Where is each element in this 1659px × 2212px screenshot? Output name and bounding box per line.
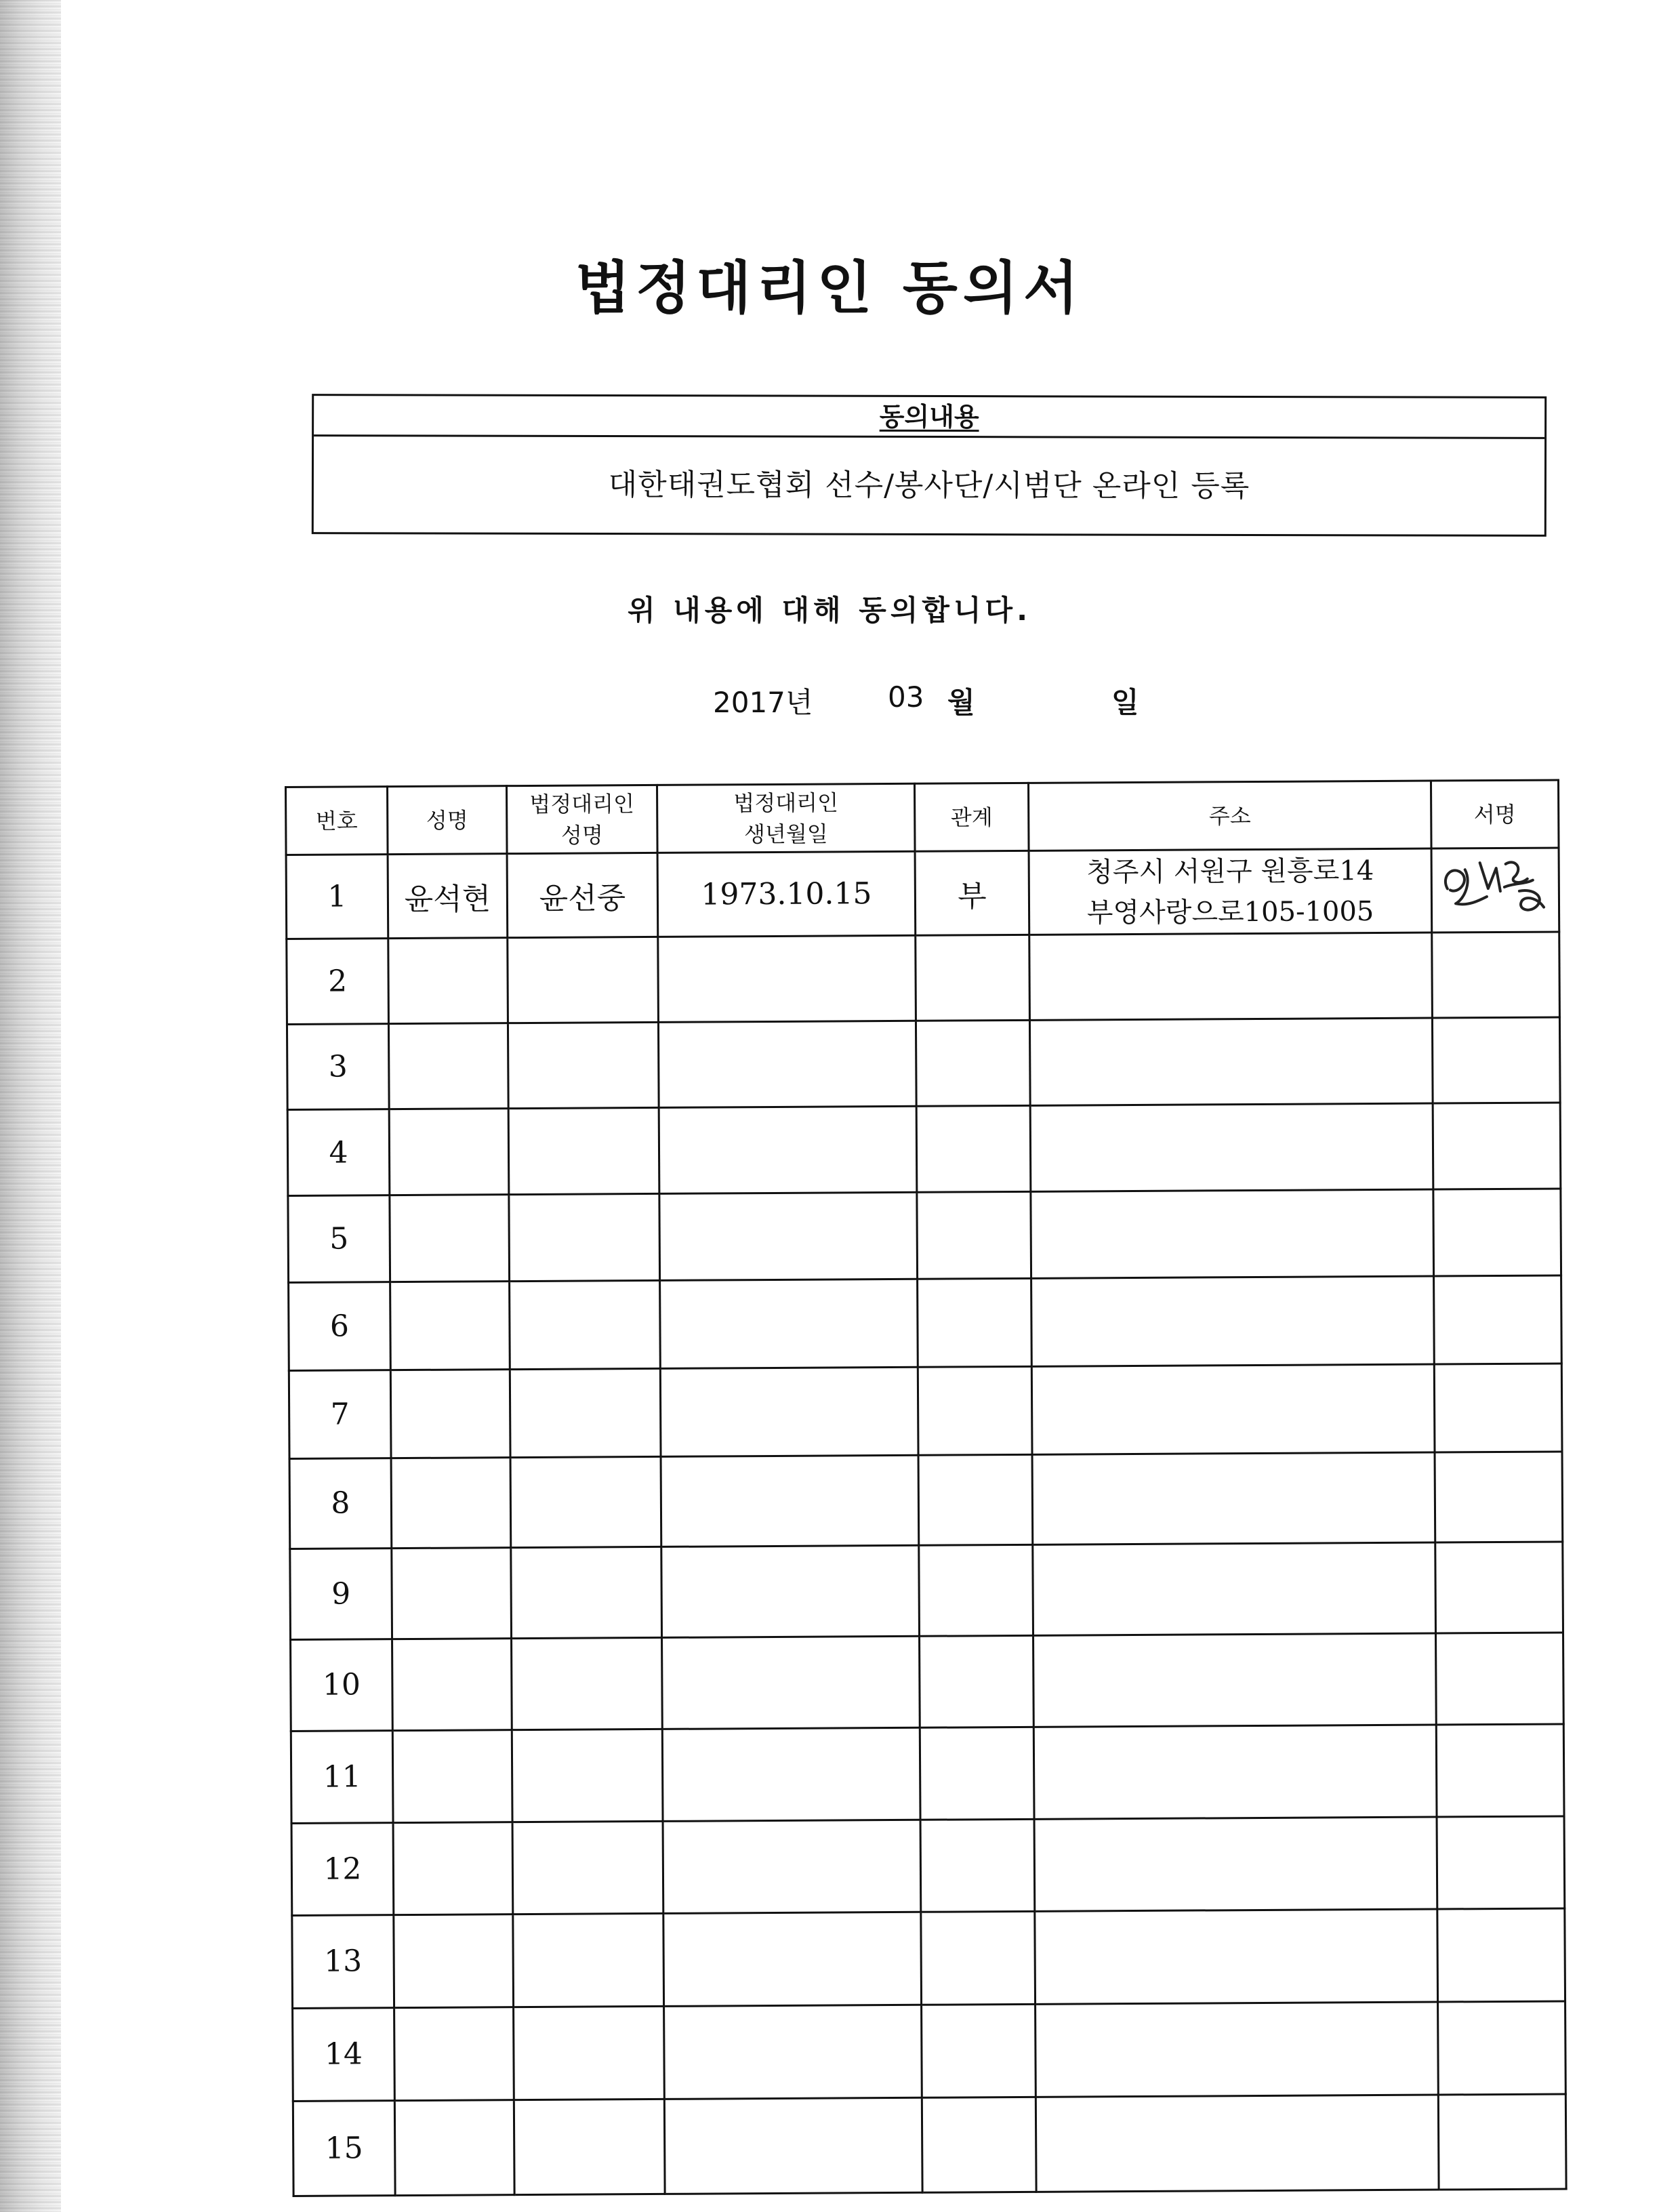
row-relation: 부 bbox=[915, 851, 1029, 935]
table-row bbox=[292, 1908, 1565, 2009]
row-no: 6 bbox=[289, 1282, 391, 1371]
table-row bbox=[288, 1189, 1561, 1283]
table-row bbox=[287, 1017, 1560, 1110]
row-name: 윤석현 bbox=[388, 854, 508, 939]
header-no: 번호 bbox=[286, 787, 388, 855]
consent-header-label: 동의내용 bbox=[879, 401, 979, 432]
row-no: 15 bbox=[293, 2100, 395, 2196]
row-address bbox=[1029, 848, 1432, 935]
header-guardian-birth-line1: 법정대리인 bbox=[733, 789, 839, 816]
row-no: 3 bbox=[287, 1024, 389, 1110]
header-guardian-birth bbox=[657, 783, 915, 853]
table-row bbox=[287, 1103, 1561, 1196]
header-address: 주소 bbox=[1028, 781, 1431, 851]
header-name: 성명 bbox=[388, 786, 508, 855]
date-month-label: 월 bbox=[947, 686, 975, 719]
registration-table-wrap bbox=[285, 779, 1565, 2197]
row-no: 1 bbox=[286, 855, 388, 939]
agree-statement: 위 내용에 대해 동의합니다. bbox=[627, 594, 1032, 627]
row-no: 2 bbox=[287, 939, 389, 1025]
document-title: 법정대리인 동의서 bbox=[575, 255, 1084, 321]
table-row bbox=[291, 1633, 1564, 1732]
date-day-label: 일 bbox=[1111, 686, 1139, 719]
row-guardian-name: 윤선중 bbox=[507, 853, 658, 937]
table-row bbox=[289, 1275, 1562, 1371]
row-no: 9 bbox=[290, 1548, 392, 1639]
handwritten-signature bbox=[1437, 849, 1553, 924]
row-signature bbox=[1431, 848, 1559, 933]
row-address-line1: 청주시 서원구 원흥로14 bbox=[1086, 855, 1374, 888]
table-row bbox=[291, 1724, 1564, 1824]
table-row bbox=[289, 1364, 1562, 1459]
row-no: 11 bbox=[291, 1730, 393, 1823]
consent-header bbox=[314, 396, 1544, 439]
table-row bbox=[286, 848, 1559, 939]
consent-body: 대한태권도협회 선수/봉사단/시범단 온라인 등록 bbox=[608, 468, 1250, 504]
row-no: 12 bbox=[291, 1822, 394, 1915]
table-row bbox=[287, 932, 1560, 1025]
table-row bbox=[293, 2094, 1566, 2196]
scan-edge-shadow bbox=[0, 0, 61, 2212]
table-header-row bbox=[286, 780, 1559, 855]
header-guardian-name-line1: 법정대리인 bbox=[529, 790, 635, 817]
row-no: 4 bbox=[287, 1109, 390, 1196]
date-month: 03 bbox=[888, 680, 924, 714]
header-signature: 서명 bbox=[1431, 780, 1559, 848]
header-guardian-birth-line2: 생년월일 bbox=[743, 821, 828, 847]
row-no: 13 bbox=[292, 1914, 394, 2008]
header-guardian-name-line2: 성명 bbox=[560, 821, 603, 848]
row-no: 5 bbox=[288, 1195, 390, 1283]
row-address-line2: 부영사랑으로105-1005 bbox=[1086, 895, 1374, 928]
row-no: 10 bbox=[291, 1639, 393, 1731]
table-row bbox=[291, 1816, 1565, 1916]
table-row bbox=[289, 1452, 1563, 1549]
consent-box bbox=[312, 394, 1547, 537]
header-guardian-name bbox=[507, 785, 658, 853]
registration-table bbox=[285, 779, 1568, 2196]
row-no: 7 bbox=[289, 1370, 391, 1459]
row-guardian-birth: 1973.10.15 bbox=[657, 851, 916, 937]
header-relation: 관계 bbox=[914, 783, 1029, 851]
date-row bbox=[0, 680, 1659, 721]
row-no: 14 bbox=[293, 2007, 395, 2101]
row-no: 8 bbox=[289, 1458, 392, 1549]
table-row bbox=[290, 1541, 1563, 1639]
table-row bbox=[293, 2001, 1566, 2102]
date-year: 2017년 bbox=[713, 686, 813, 719]
